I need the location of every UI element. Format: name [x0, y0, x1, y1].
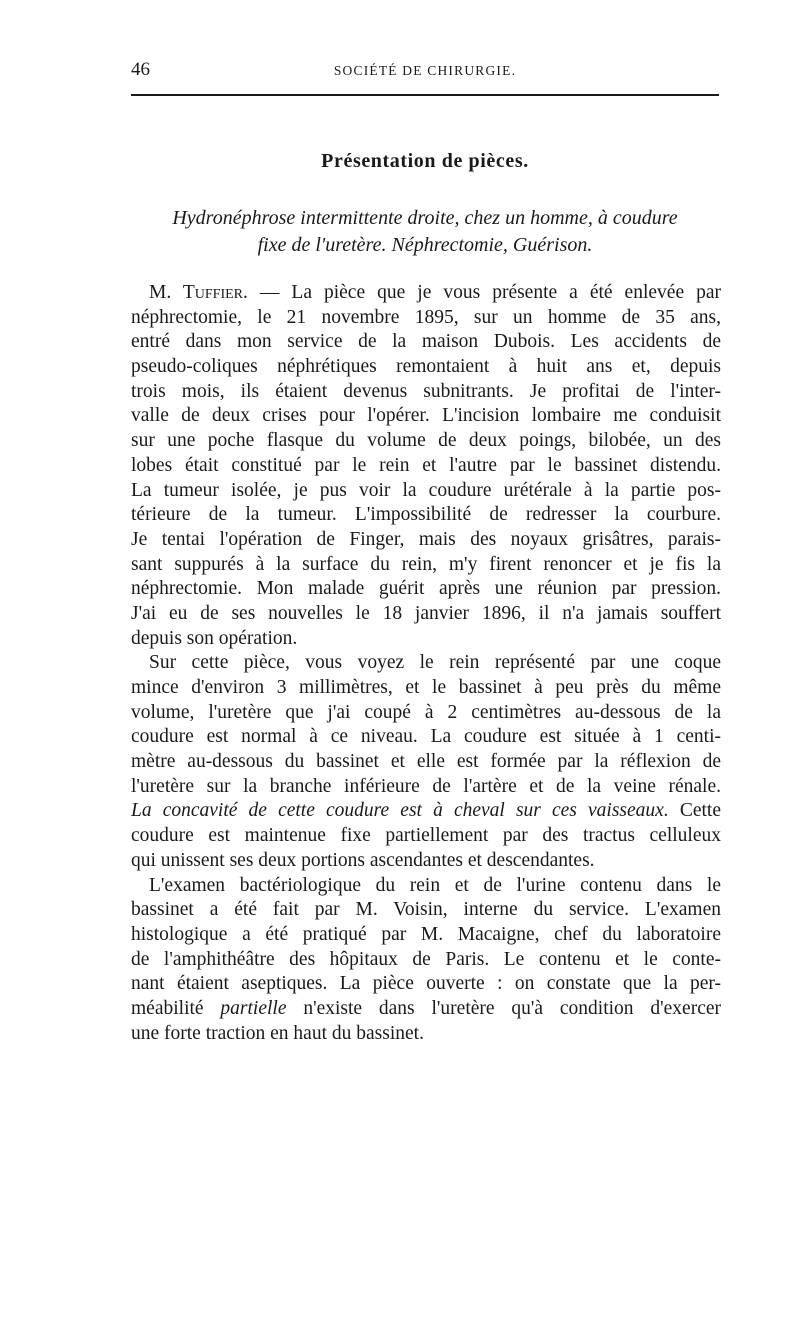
body-text: [131, 281, 721, 1046]
text-line: [131, 997, 721, 1022]
text-line: trois mois, ils étaient devenus subnitrants. Je profitai de l'inter-: [131, 380, 721, 402]
paragraph-1: [131, 281, 721, 651]
text-line: néphrectomie. Mon malade guérit après une réunion par pression.: [131, 578, 721, 600]
text-span: Cette: [668, 800, 721, 822]
text-line: mètre au-dessous du bassinet et elle est formée par la réflexion de: [131, 751, 721, 773]
text-line: néphrectomie, le 21 novembre 1895, sur un homme de 35 ans,: [131, 306, 721, 328]
paragraph-2: [131, 651, 721, 873]
emphasis-text: La concavité de cette coudure est à cheval sur ces vaisseaux.: [131, 800, 669, 822]
emphasis-text: partielle: [220, 997, 287, 1019]
subtitle-line-1: Hydronéphrose intermittente droite, chez un homme, à coudure: [172, 207, 678, 229]
subtitle-line-2: fixe de l'uretère. Néphrectomie, Guérison.: [257, 234, 593, 256]
text-line: Je tentai l'opération de Finger, mais des noyaux grisâtres, parais-: [131, 528, 721, 550]
section-title: Présentation de pièces.: [321, 150, 529, 172]
text-line: La tumeur isolée, je pus voir la coudure urétérale à la partie pos-: [131, 479, 721, 501]
text-span: n'existe dans l'uretère qu'à condition d'exercer: [286, 997, 721, 1019]
text-line: histologique a été pratiqué par M. Macaigne, chef du laboratoire: [131, 923, 721, 945]
text-line: Sur cette pièce, vous voyez le rein représenté par une coque: [149, 652, 721, 674]
author-name: M. Tuffier.: [149, 282, 248, 303]
text-line: J'ai eu de ses nouvelles le 18 janvier 1896, il n'a jamais souffert: [131, 602, 721, 624]
text-line: mince d'environ 3 millimètres, et le bassinet à peu près du même: [131, 677, 721, 698]
text-line: coudure est maintenue fixe partiellement par des tractus celluleux: [131, 825, 721, 847]
text-line: depuis son opération.: [131, 627, 298, 649]
text-line: volume, l'uretère que j'ai coupé à 2 centimètres au-dessous de la: [131, 701, 721, 723]
text-line: sant suppurés à la surface du rein, m'y firent renoncer et je fis la: [131, 553, 721, 575]
text-line: [131, 799, 721, 824]
running-title: SOCIÉTÉ DE CHIRURGIE.: [333, 63, 517, 78]
text-line: entré dans mon service de la maison Dubois. Les accidents de: [131, 331, 721, 353]
text-line: L'examen bactériologique du rein et de l'urine contenu dans le: [149, 874, 721, 896]
paragraph-3: [131, 874, 721, 1047]
text-line: bassinet a été fait par M. Voisin, interne du service. L'examen: [131, 899, 721, 921]
page-number: 46: [131, 59, 150, 80]
text-line: de l'amphithéâtre des hôpitaux de Paris. Le contenu et le conte-: [131, 948, 721, 970]
text-span: méabilité: [131, 997, 221, 1019]
text-line: pseudo-coliques néphrétiques remontaient à huit ans et, depuis: [131, 356, 721, 378]
text-line: sur une poche flasque du volume de deux poings, bilobée, un des: [131, 430, 721, 452]
text-line: lobes était constitué par le rein et l'autre par le bassinet distendu.: [131, 454, 721, 476]
header-rule: [131, 94, 719, 96]
text-line: l'uretère sur la branche inférieure de l'artère et de la veine rénale.: [131, 775, 721, 797]
text-line: coudure est normal à ce niveau. La coudure est située à 1 centi-: [131, 726, 721, 748]
article-subtitle: [131, 205, 719, 259]
text-line: [131, 281, 721, 306]
text-line: nant étaient aseptiques. La pièce ouverte : on constate que la per-: [131, 973, 721, 995]
text-line: qui unissent ses deux portions ascendantes et descendantes.: [131, 849, 595, 871]
text-line: une forte traction en haut du bassinet.: [131, 1022, 424, 1044]
text-line: térieure de la tumeur. L'impossibilité de redresser la courbure.: [131, 504, 721, 526]
text-line: valle de deux crises pour l'opérer. L'incision lombaire me conduisit: [131, 405, 721, 427]
running-head: [131, 58, 719, 82]
text-span: — La pièce que je vous présente a été enlevée par: [259, 282, 721, 303]
